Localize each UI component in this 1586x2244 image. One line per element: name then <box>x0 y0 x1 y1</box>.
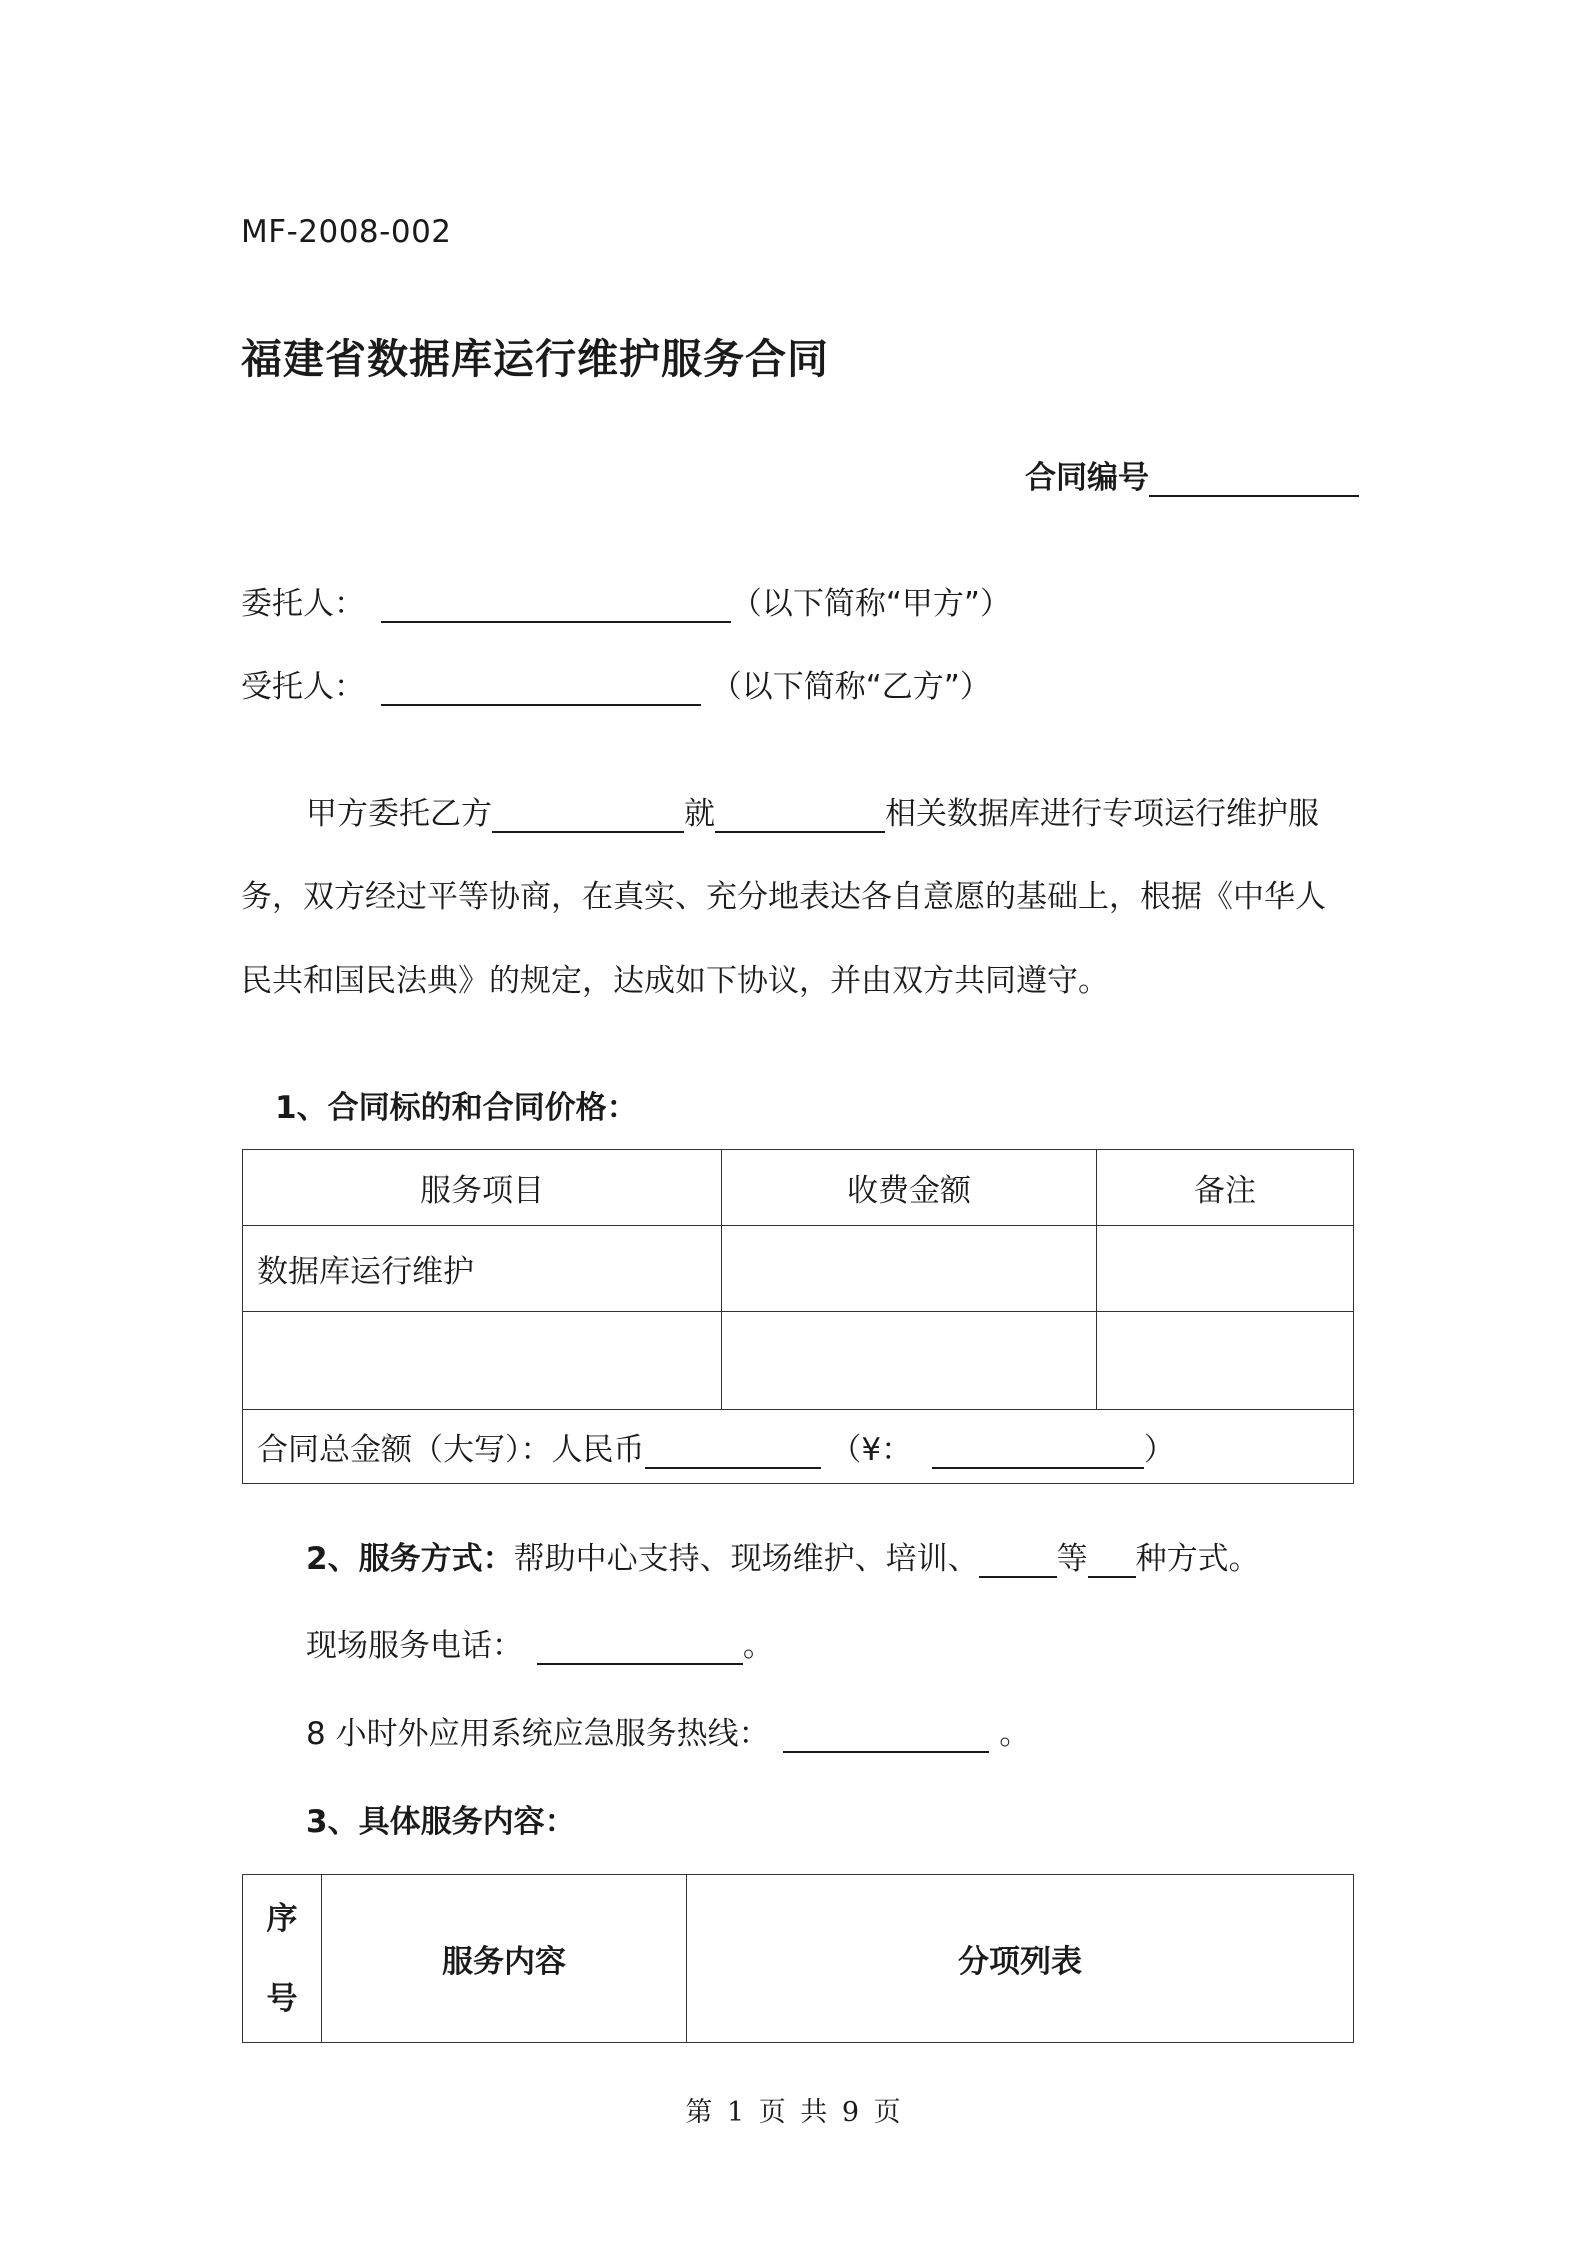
header-sequence-char-1: 序 <box>266 1900 298 1937</box>
intro-part3: 相关数据库进行专项运行维护服 <box>885 796 1319 832</box>
contractor-alias: （以下简称“乙方”） <box>710 669 991 705</box>
cell-fee-amount <box>722 1226 1097 1312</box>
cell-empty <box>243 1312 722 1410</box>
intro-blank-2 <box>715 830 885 833</box>
section3-heading: 3、具体服务内容： <box>306 1804 576 1840</box>
client-blank <box>381 620 731 623</box>
total-amount-row <box>243 1410 1354 1484</box>
total-amount-close: ） <box>1143 1432 1175 1468</box>
total-amount-label: 合同总金额（大写）：人民币 <box>257 1432 645 1468</box>
section2-line <box>306 1533 1260 1578</box>
header-remarks: 备注 <box>1097 1150 1354 1226</box>
phone-line <box>306 1620 774 1665</box>
phone-blank <box>537 1662 743 1665</box>
section2-heading: 2、服务方式： <box>306 1541 514 1577</box>
header-service-item: 服务项目 <box>243 1150 722 1226</box>
intro-blank-1 <box>492 830 684 833</box>
hotline-blank <box>783 1750 989 1753</box>
header-service-content: 服务内容 <box>322 1875 687 2043</box>
cell-service-item: 数据库运行维护 <box>243 1226 722 1312</box>
hotline-end: 。 <box>999 1716 1031 1752</box>
hotline-line <box>306 1708 1030 1753</box>
contractor-blank <box>381 703 701 706</box>
page-title: 福建省数据库运行维护服务合同 <box>241 335 829 383</box>
hotline-label: 8 小时外应用系统应急服务热线： <box>306 1716 770 1752</box>
total-amount-number-blank <box>932 1466 1144 1469</box>
page-footer: 第 1 页 共 9 页 <box>685 2097 901 2128</box>
section2-text2: 等 <box>1056 1541 1088 1577</box>
cell-empty <box>722 1312 1097 1410</box>
contract-number-field <box>1025 452 1359 497</box>
intro-line-3: 民共和国民法典》的规定，达成如下协议，并由双方共同遵守。 <box>241 963 1109 999</box>
phone-end: 。 <box>742 1628 774 1664</box>
section1-heading: 1、合同标的和合同价格： <box>275 1090 638 1126</box>
intro-line-2: 务，双方经过平等协商，在真实、充分地表达各自意愿的基础上，根据《中华人 <box>241 879 1326 915</box>
total-amount-rmb: （¥： <box>830 1432 913 1468</box>
price-table <box>242 1149 1354 1484</box>
client-alias: （以下简称“甲方”） <box>730 586 1011 622</box>
contract-number-label: 合同编号 <box>1025 460 1149 496</box>
intro-part1: 甲方委托乙方 <box>306 796 492 832</box>
client-line <box>241 578 1011 623</box>
phone-label: 现场服务电话： <box>306 1628 523 1664</box>
document-code: MF-2008-002 <box>241 214 452 250</box>
header-sequence-char-2: 号 <box>266 1980 298 2017</box>
intro-part2: 就 <box>684 796 715 832</box>
service-content-table <box>242 1874 1354 2043</box>
cell-remarks <box>1097 1226 1354 1312</box>
total-amount-blank <box>645 1466 821 1469</box>
contract-number-blank <box>1149 494 1359 497</box>
section2-blank-2 <box>1088 1575 1136 1578</box>
cell-empty <box>1097 1312 1354 1410</box>
section2-text3: 种方式。 <box>1135 1541 1260 1577</box>
header-item-list: 分项列表 <box>687 1875 1354 2043</box>
contractor-label: 受托人： <box>241 669 365 705</box>
header-fee-amount: 收费金额 <box>722 1150 1097 1226</box>
client-label: 委托人： <box>241 586 365 622</box>
section2-blank-1 <box>979 1575 1057 1578</box>
contractor-line <box>241 661 991 706</box>
header-sequence <box>243 1875 322 2043</box>
section2-text1: 帮助中心支持、现场维护、培训、 <box>513 1541 979 1577</box>
intro-line-1 <box>306 788 1319 833</box>
